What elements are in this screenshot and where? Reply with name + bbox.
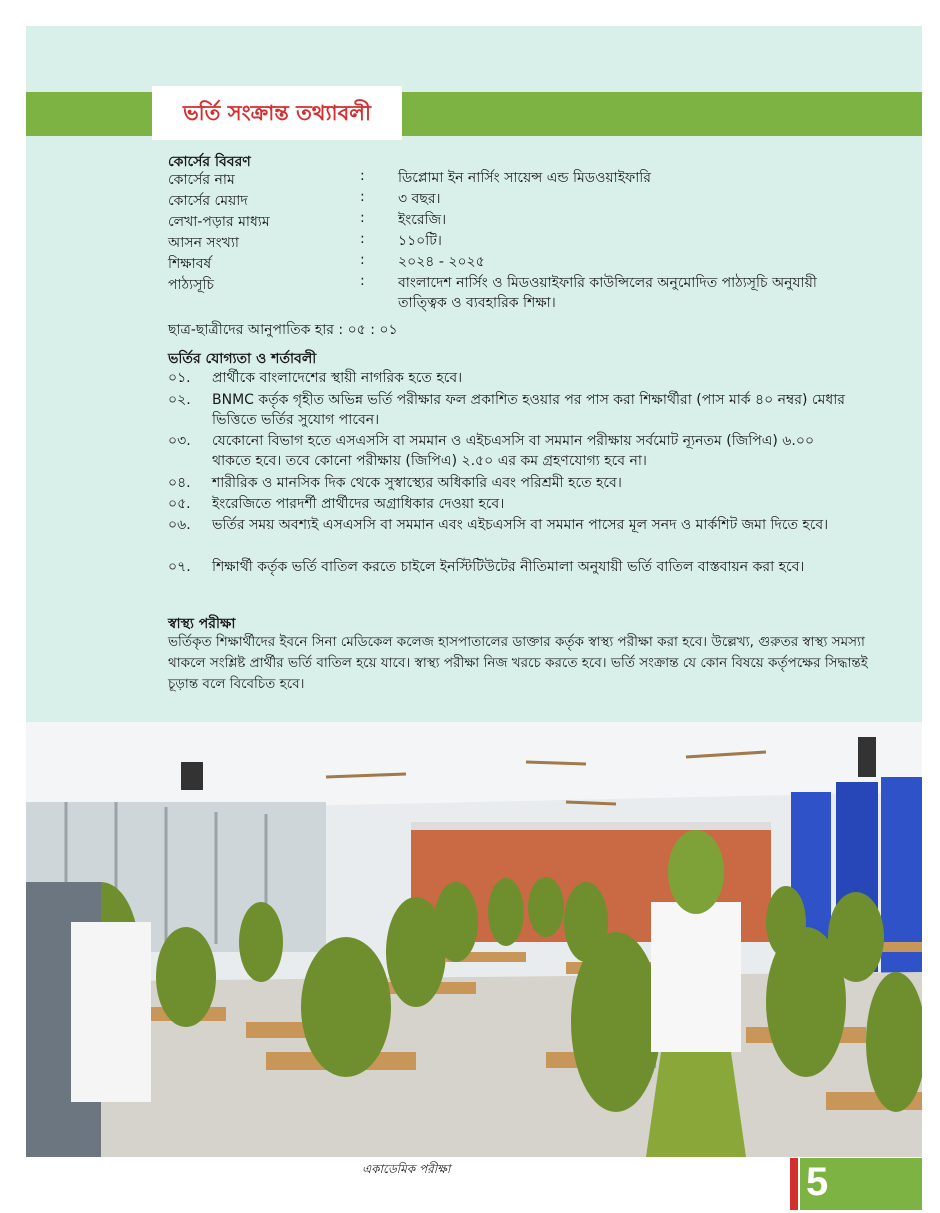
item-number: ০৫. [168, 496, 191, 512]
item-text: BNMC কর্তৃক গৃহীত অভিন্ন ভর্তি পরীক্ষার ফল প্রকাশিত হওয়ার পর পাস করা শিক্ষার্থীরা (পাস মার্ক ৪০ নম্বর) মেধার ভিত্তিতে ভর্তির সুযোগ পাবেন। [212, 392, 845, 428]
course-section-title: কোর্সের বিবরণ [168, 154, 251, 170]
row-colon: : [360, 231, 365, 247]
exam-hall-photo [26, 722, 922, 1157]
row-value: ১১০টি। [398, 233, 442, 249]
page-number-accent [790, 1158, 798, 1210]
eligibility-section-title: ভর্তির যোগ্যতা ও শর্তাবলী [168, 351, 317, 367]
row-label: আসন সংখ্যা [168, 235, 239, 251]
page-number: 5 [806, 1160, 829, 1204]
item-text: যেকোনো বিভাগ হতে এসএসসি বা সমমান ও এইচএসসি বা সমমান পরীক্ষায় সর্বমোট ন্যূনতম (জিপিএ) ৬.০০ থাকতে হবে। তবে কোনো পরীক্ষায় (জিপিএ) ২.৫০ এর কম গ্রহণযোগ্য হবে না। [212, 433, 815, 469]
row-colon: : [360, 252, 365, 268]
row-value: ডিপ্লোমা ইন নার্সিং সায়েন্স এন্ড মিডওয়াইফারি [398, 170, 651, 186]
row-label: শিক্ষাবর্ষ [168, 256, 212, 272]
row-value: ইংরেজি। [398, 212, 447, 228]
row-label: কোর্সের নাম [168, 172, 235, 188]
heading-band-left [26, 92, 152, 136]
row-colon: : [360, 189, 365, 205]
exam-hall-illustration [26, 722, 922, 1157]
row-colon: : [360, 168, 365, 184]
item-number: ০৪. [168, 475, 191, 491]
item-text: প্রার্থীকে বাংলাদেশের স্থায়ী নাগরিক হতে হবে। [212, 370, 463, 386]
row-colon: : [360, 210, 365, 226]
health-paragraph: ভর্তিকৃত শিক্ষার্থীদের ইবনে সিনা মেডিকেল কলেজ হাসপাতালের ডাক্তার কর্তৃক স্বাস্থ্য পরীক্ষা করা হবে। উল্লেখ্য, গুরুতর স্বাস্থ্য সমস্যা থাকলে সংশ্লিষ্ট প্রার্থীর ভর্তি বাতিল হয়ে যাবে। স্বাস্থ্য পরীক্ষা নিজ খরচে করতে হবে। ভর্তি সংক্রান্ত যে কোন বিষয়ে কর্তৃপক্ষের সিদ্ধান্তই চূড়ান্ত বলে বিবেচিত হবে। [168, 634, 868, 692]
heading-band-right [402, 92, 922, 136]
item-text: ভর্তির সময় অবশ্যই এসএসসি বা সমমান এবং এইচএসসি বা সমমান পাসের মূল সনদ ও মার্কশিট জমা দিতে হবে। [212, 517, 829, 533]
row-value: বাংলাদেশ নার্সিং ও মিডওয়াইফারি কাউন্সিলের অনুমোদিত পাঠ্যসূচি অনুযায়ী তাত্ত্বিক ও ব্যবহারিক শিক্ষা। [398, 275, 817, 311]
item-number: ০৬. [168, 517, 191, 533]
item-number: ০১. [168, 370, 191, 386]
health-section-title: স্বাস্থ্য পরীক্ষা [168, 616, 236, 632]
row-label: কোর্সের মেয়াদ [168, 193, 248, 209]
row-label: লেখা-পড়ার মাধ্যম [168, 214, 270, 230]
row-label: পাঠ্যসূচি [168, 277, 214, 293]
item-text: শারীরিক ও মানসিক দিক থেকে সুস্বাস্থ্যের অধিকারি এবং পরিশ্রমী হতে হবে। [212, 475, 622, 491]
item-number: ০৭. [168, 559, 191, 575]
row-colon: : [360, 273, 365, 289]
page-title: ভর্তি সংক্রান্ত তথ্যাবলী [152, 86, 402, 140]
photo-caption: একাডেমিক পরীক্ষা [362, 1162, 451, 1176]
item-text: শিক্ষার্থী কর্তৃক ভর্তি বাতিল করতে চাইলে ইনস্টিটিউটের নীতিমালা অনুযায়ী ভর্তি বাতিল বাস্তবায়ন করা হবে। [212, 559, 805, 575]
item-text: ইংরেজিতে পারদর্শী প্রার্থীদের অগ্রাধিকার দেওয়া হবে। [212, 496, 505, 512]
student-ratio: ছাত্র-ছাত্রীদের আনুপাতিক হার : ০৫ : ০১ [168, 322, 398, 338]
item-number: ০৩. [168, 433, 191, 449]
item-number: ০২. [168, 392, 191, 408]
row-value: ৩ বছর। [398, 191, 441, 207]
row-value: ২০২৪ - ২০২৫ [398, 254, 485, 270]
